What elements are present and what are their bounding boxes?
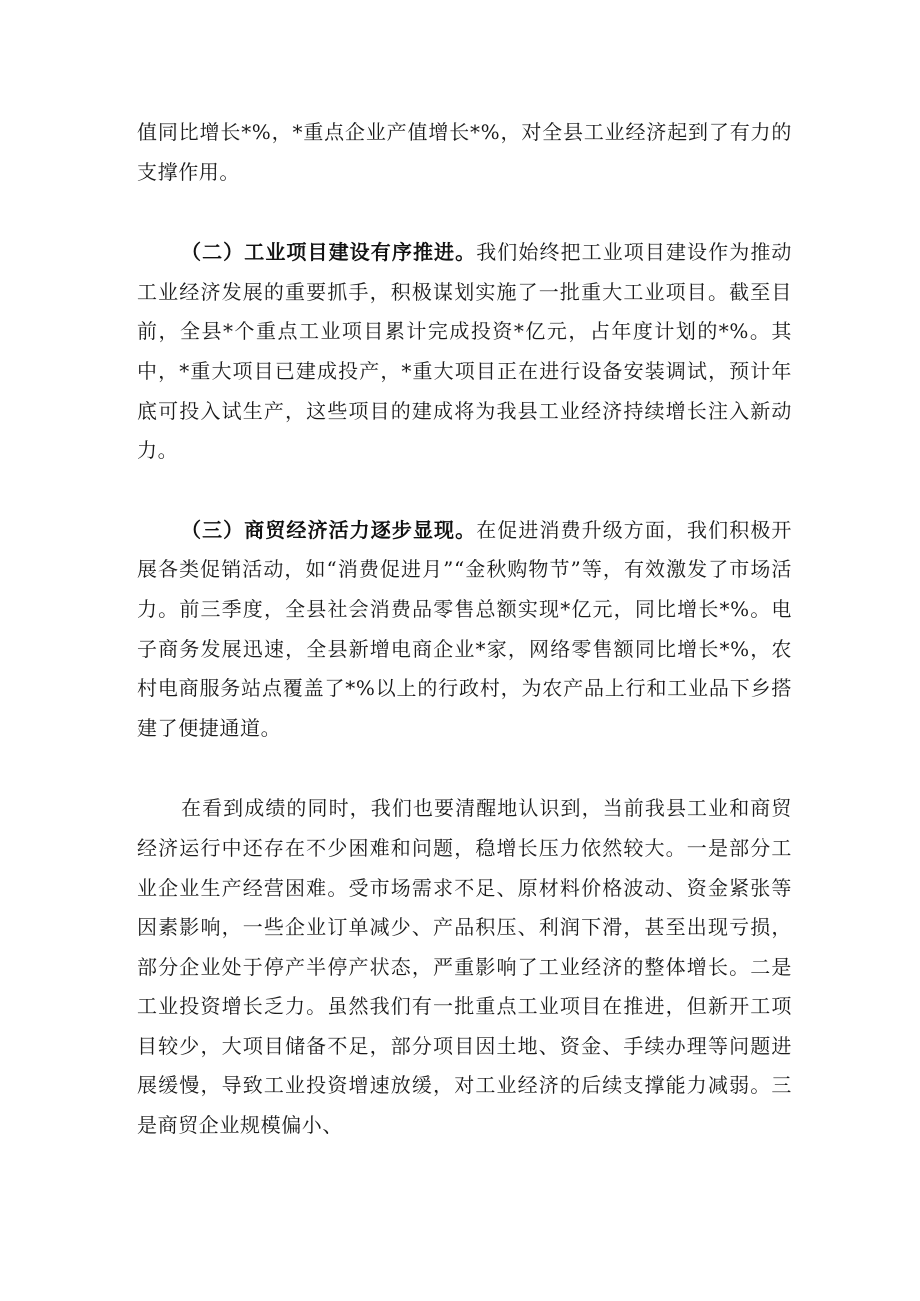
paragraph-commerce-vitality [137, 511, 792, 749]
section-heading: （二）工业项目建设有序推进。 [181, 240, 477, 265]
paragraph-text: 值同比增长*%，*重点企业产值增长*%，对全县工业经济起到了有力的支撑作用。 [137, 120, 792, 184]
paragraph-text: 在促进消费升级方面，我们积极开展各类促销活动，如“消费促进月”“金秋购物节”等，有效激发了市场活力。前三季度，全县社会消费品零售总额实现*亿元，同比增长*%。电子商务发展迅速，全县新增电商企业*家，网络零售额同比增长*%，农村电商服务站点覆盖了*%以上的行政村，为农产品上行和工业品下乡搭建了便捷通道。 [137, 517, 793, 740]
paragraph-text: 我们始终把工业项目建设作为推动工业经济发展的重要抓手，积极谋划实施了一批重大工业项目。截至目前，全县*个重点工业项目累计完成投资*亿元，占年度计划的*%。其中，*重大项目已建成投产，*重大项目正在进行设备安装调试，预计年底可投入试生产，这些项目的建成将为我县工业经济持续增长注入新动力。 [137, 240, 792, 463]
section-heading: （三）商贸经济活力逐步显现。 [181, 517, 477, 542]
paragraph-project-construction [137, 233, 792, 471]
paragraph-continuation [137, 113, 792, 192]
document-body [137, 113, 792, 1146]
paragraph-problems [137, 789, 792, 1145]
paragraph-text: 在看到成绩的同时，我们也要清醒地认识到，当前我县工业和商贸经济运行中还存在不少困难和问题，稳增长压力依然较大。一是部分工业企业生产经营困难。受市场需求不足、原材料价格波动、资金紧张等因素影响，一些企业订单减少、产品积压、利润下滑，甚至出现亏损，部分企业处于停产半停产状态，严重影响了工业经济的整体增长。二是工业投资增长乏力。虽然我们有一批重点工业项目在推进，但新开工项目较少，大项目储备不足，部分项目因土地、资金、手续办理等问题进展缓慢，导致工业投资增速放缓，对工业经济的后续支撑能力减弱。三是商贸企业规模偏小、 [137, 796, 792, 1138]
